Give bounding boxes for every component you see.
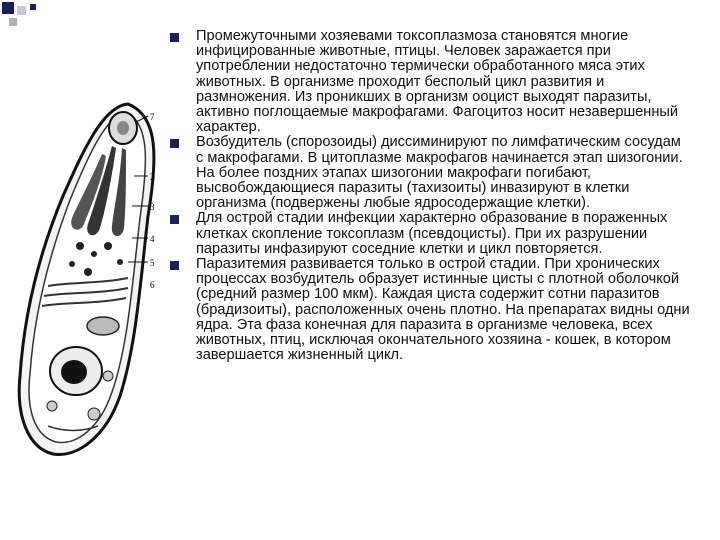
square-bullet-icon [170,33,179,42]
bullet-item [170,29,690,135]
square-bullet-icon [170,261,179,270]
bullet-item [170,211,690,257]
deco-square-small-icon [30,4,36,10]
bullet-text: Паразитемия развивается только в острой стадии. При хронических процессах возбудитель образует истинные цисты с плотной оболочкой (средний размер 100 мкм). Каждая циста содержит сотни паразитов (брадизоиты), расположенных очень плотно. На препаратах видны одни ядра. Эта фаза конечная для паразита в организме человека, всех животных, птиц, исключая окончательного хозяина - кошек, в котором завершается жизненный цикл. [196,256,690,364]
bullet-list [170,29,690,363]
deco-square-gray-icon [17,6,26,15]
figure-label: 6 [150,280,155,290]
figure-label: 7 [150,112,155,122]
bullet-text: Для острой стадии инфекции характерно образование в пораженных клетках скопление токсоплазм (псевдоцисты). При их разрушении паразиты инфазируют соседние клетки и цикл повторяется. [196,210,668,257]
deco-square-dark-icon [2,2,14,14]
bullet-item [170,135,690,211]
toxoplasma-cell-illustration [8,96,168,466]
corner-decoration [0,0,60,40]
deco-square-light-icon [9,18,17,26]
square-bullet-icon [170,139,179,148]
figure-label: 2 [150,172,155,182]
square-bullet-icon [170,215,179,224]
figure-label: 3 [150,202,155,212]
figure-label: 5 [150,258,155,268]
bullet-item [170,257,690,363]
figure-label: 4 [150,234,155,244]
bullet-text: Промежуточными хозяевами токсоплазмоза становятся многие инфицированные животные, птицы. Человек заражается при употреблении недостаточно термически обработанного мяса этих животных. В организме проходит бесполый цикл развития и размножения. Из проникших в организм ооцист выходят паразиты, активно поглощаемые макрофагами. Фагоцитоз носит незавершенный характер. [196,28,679,136]
bullet-text: Возбудитель (спорозоиды) диссиминируют по лимфатическим сосудам с макрофагами. В цитоплазме макрофагов начинается этап шизогонии. На более поздних этапах шизогонии макрофаги погибают, высвобождающиеся паразиты (тахизоиты) инвазируют в клетки организма (подвержены любые ядросодержащие клетки). [196,134,683,212]
